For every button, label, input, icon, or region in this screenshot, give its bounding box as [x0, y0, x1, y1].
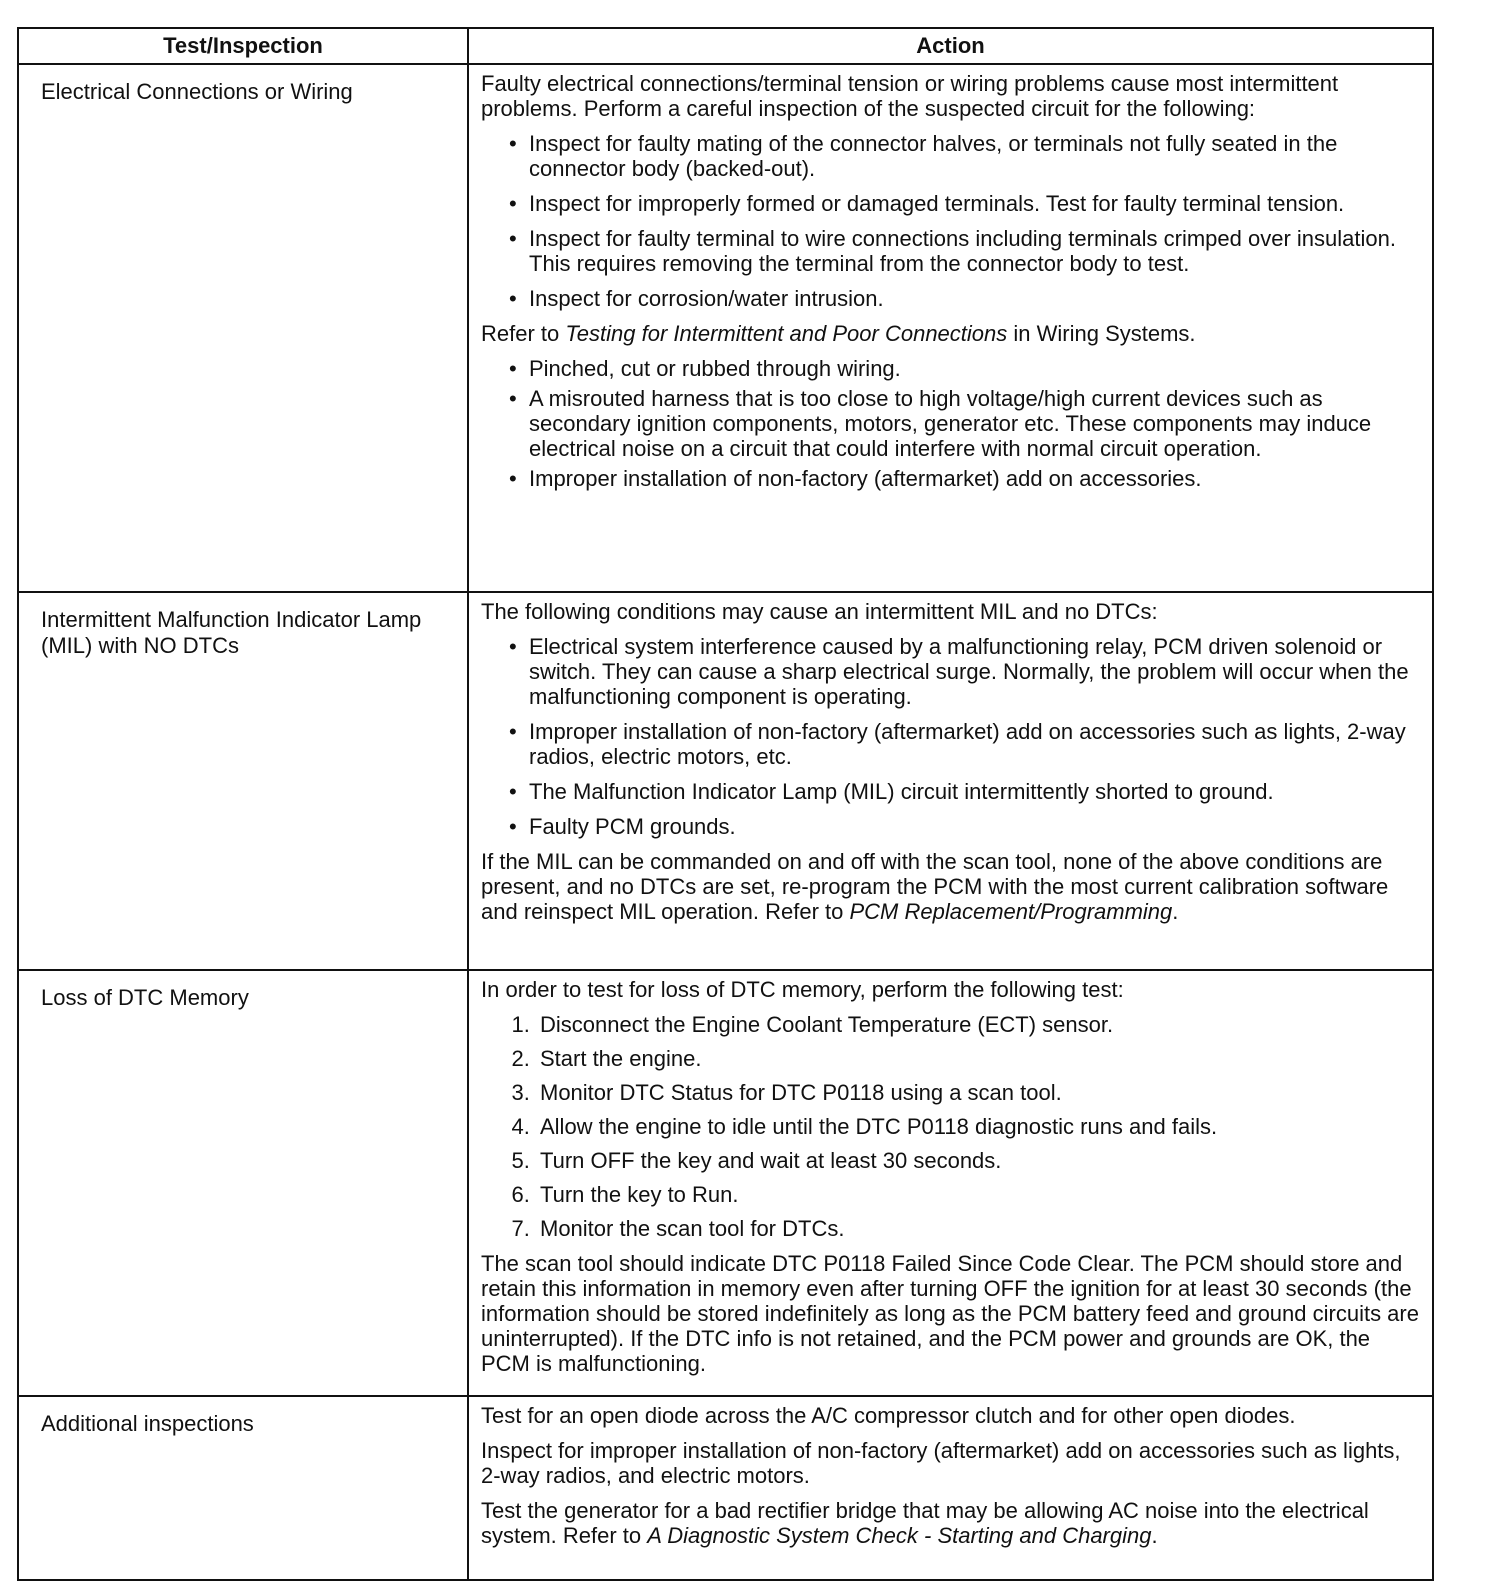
action-cell	[468, 970, 1433, 1396]
text: .	[1172, 899, 1179, 924]
header-test: Test/Inspection	[18, 28, 468, 64]
action-cell	[468, 1396, 1433, 1580]
list-item: • Improper installation of non-factory (aftermarket) add on accessories.	[529, 466, 1422, 491]
table-row	[18, 970, 1433, 1396]
paragraph: Faulty electrical connections/terminal tension or wiring problems cause most intermittent problems. Perform a careful inspection of the suspected circuit for the following:	[481, 71, 1339, 121]
text: .	[1151, 1523, 1158, 1548]
step: 4. Allow the engine to idle until the DTC P0118 diagnostic runs and fails.	[536, 1114, 1422, 1139]
test-cell: Intermittent Malfunction Indicator Lamp (MIL) with NO DTCs	[18, 592, 468, 970]
paragraph: Inspect for improper installation of non-factory (aftermarket) add on accessories such as lights, 2-way radios, and electric motors.	[481, 1438, 1401, 1488]
paragraph: Test for an open diode across the A/C compressor clutch and for other open diodes.	[481, 1403, 1296, 1428]
bullet-list	[481, 356, 1422, 491]
step: 1. Disconnect the Engine Coolant Temperature (ECT) sensor.	[536, 1012, 1422, 1037]
text: Refer to	[481, 321, 566, 346]
list-item: • A misrouted harness that is too close to high voltage/high current devices such as secondary ignition components, motors, generator etc. These components may induce electrical noise on a circuit that could interfere with normal circuit operation.	[529, 386, 1422, 461]
text: in Wiring Systems.	[1007, 321, 1196, 346]
reference-title: Testing for Intermittent and Poor Connections	[565, 321, 1008, 346]
list-item: • Inspect for faulty terminal to wire connections including terminals crimped over insulation. This requires removing the terminal from the connector body to test.	[529, 226, 1422, 276]
step: 5. Turn OFF the key and wait at least 30 seconds.	[536, 1148, 1422, 1173]
list-item: • Electrical system interference caused by a malfunctioning relay, PCM driven solenoid or switch. They can cause a sharp electrical surge. Normally, the problem will occur when the malfunctioning component is operating.	[529, 634, 1422, 709]
paragraph	[481, 1498, 1422, 1548]
bullet-list	[481, 131, 1422, 311]
paragraph: The scan tool should indicate DTC P0118 Failed Since Code Clear. The PCM should store and retain this information in memory even after turning OFF the ignition for at least 30 seconds (the information should be stored indefinitely as long as the PCM battery feed and ground circuits are uninterrupted). If the DTC info is not retained, and the PCM power and grounds are OK, the PCM is malfunctioning.	[481, 1251, 1419, 1376]
step: 2. Start the engine.	[536, 1046, 1422, 1071]
list-item: • The Malfunction Indicator Lamp (MIL) circuit intermittently shorted to ground.	[529, 779, 1422, 804]
action-cell	[468, 64, 1433, 592]
list-item: • Inspect for corrosion/water intrusion.	[529, 286, 1422, 311]
paragraph: The following conditions may cause an intermittent MIL and no DTCs:	[481, 599, 1158, 624]
header-row	[18, 28, 1433, 64]
text: If the MIL can be commanded on and off with the scan tool, none of the above conditions are present, and no DTCs are set, re-program the PCM with the most current calibration software and reinspect MIL operation. Refer to	[481, 849, 1389, 924]
action-cell	[468, 592, 1433, 970]
table-row	[18, 1396, 1433, 1580]
step: 7. Monitor the scan tool for DTCs.	[536, 1216, 1422, 1241]
test-cell: Loss of DTC Memory	[18, 970, 468, 1396]
list-item: • Pinched, cut or rubbed through wiring.	[529, 356, 1422, 381]
list-item: • Faulty PCM grounds.	[529, 814, 1422, 839]
reference-title: A Diagnostic System Check - Starting and Charging	[647, 1523, 1152, 1548]
list-item: • Inspect for improperly formed or damaged terminals. Test for faulty terminal tension.	[529, 191, 1422, 216]
reference	[481, 321, 1422, 346]
table-row	[18, 64, 1433, 592]
table-row	[18, 592, 1433, 970]
bullet-list	[481, 634, 1422, 839]
step: 3. Monitor DTC Status for DTC P0118 using a scan tool.	[536, 1080, 1422, 1105]
paragraph: In order to test for loss of DTC memory, perform the following test:	[481, 977, 1124, 1002]
diagnostic-table	[17, 27, 1434, 1581]
reference-title: PCM Replacement/Programming	[849, 899, 1173, 924]
step: 6. Turn the key to Run.	[536, 1182, 1422, 1207]
list-item: • Improper installation of non-factory (aftermarket) add on accessories such as lights, 2-way radios, electric motors, etc.	[529, 719, 1422, 769]
text: Test the generator for a bad rectifier bridge that may be allowing AC noise into the electrical system. Refer to	[481, 1498, 1369, 1548]
paragraph	[481, 849, 1422, 924]
test-cell: Electrical Connections or Wiring	[18, 64, 468, 592]
list-item: • Inspect for faulty mating of the connector halves, or terminals not fully seated in the connector body (backed-out).	[529, 131, 1422, 181]
test-cell: Additional inspections	[18, 1396, 468, 1580]
header-action: Action	[468, 28, 1433, 64]
numbered-list	[481, 1012, 1422, 1241]
